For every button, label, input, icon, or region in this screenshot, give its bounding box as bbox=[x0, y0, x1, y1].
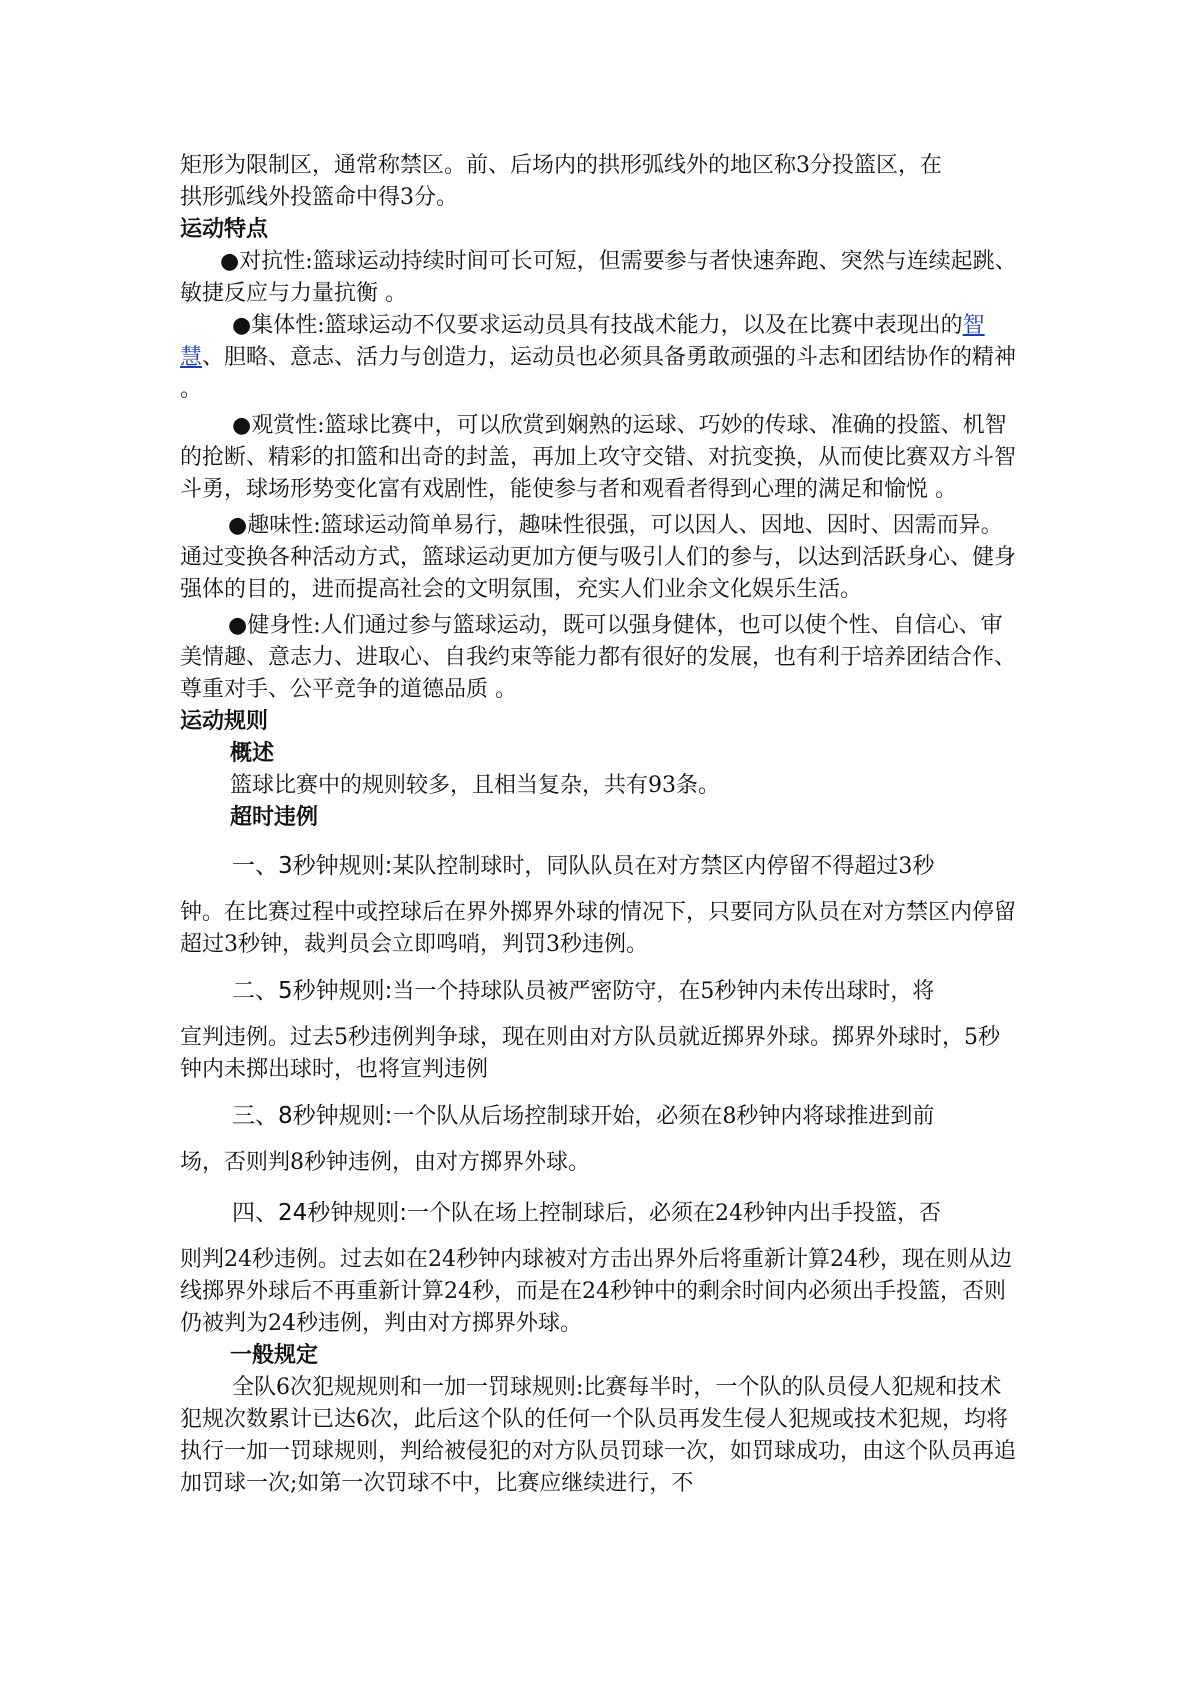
rule-8-continuation: 场，否则判8秒钟违例，由对方掷界外球。 bbox=[180, 1150, 590, 1175]
wisdom-link[interactable]: 智慧 bbox=[180, 313, 985, 370]
general-text: 全队6次犯规规则和一加一罚球规则:比赛每半时，一个队的队员侵人犯规和技术犯规次数累计已达6次，此后这个队的任何一个队员再发生侵人犯规或技术犯规，均将执行一加一罚球规则，判给被侵犯的对方队员罚球一次，如罚球成功，由这个队员再追加罚球一次;如第一次罚球不中，比赛应继续进行，不 bbox=[180, 1375, 1017, 1496]
feature-collective-text-cont: 、胆略、意志、活力与创造力，运动员也必须具备勇敢顽强的斗志和团结协作的精神 。 bbox=[180, 345, 1017, 402]
document-content bbox=[180, 150, 1020, 1500]
rule-3-continuation: 钟。在比赛过程中或控球后在界外掷界外球的情况下，只要同方队员在对方禁区内停留超过3秒钟，裁判员会立即鸣哨，判罚3秒违例。 bbox=[180, 900, 1017, 957]
intro-line-1: 矩形为限制区，通常称禁区。前、后场内的拱形弧线外的地区称3分投篮区，在 bbox=[180, 153, 942, 178]
rule-24-text: 一个队在场上控制球后，必须在24秒钟内出手投篮，否 bbox=[407, 1201, 942, 1226]
overview-text: 篮球比赛中的规则较多，且相当复杂，共有93条。 bbox=[230, 773, 720, 798]
feature-collective bbox=[180, 310, 1020, 406]
subheading-overtime: 超时违例 bbox=[230, 805, 319, 830]
rule-8-text: 一个队从后场控制球开始，必须在8秒钟内将球推进到前 bbox=[392, 1104, 935, 1129]
rule-3-title: 一、3秒钟规则: bbox=[232, 853, 393, 879]
rule-24-title: 四、24秒钟规则: bbox=[232, 1200, 408, 1226]
rule-5-title: 二、5秒钟规则: bbox=[232, 978, 393, 1004]
section-heading-rules: 运动规则 bbox=[180, 709, 269, 734]
section-heading-features: 运动特点 bbox=[180, 217, 269, 242]
feature-collective-text: ●集体性:篮球运动不仅要求运动员具有技战术能力，以及在比赛中表现出的 bbox=[232, 313, 963, 338]
rule-3-text: 某队控制球时，同队队员在对方禁区内停留不得超过3秒 bbox=[392, 854, 935, 879]
rule-24-continuation: 则判24秒违例。过去如在24秒钟内球被对方击出界外后将重新计算24秒，现在则从边线掷界外球后不再重新计算24秒，而是在24秒钟中的剩余时间内必须出手投篮，否则仍被判为24秒违例，判由对方掷界外球。 bbox=[180, 1247, 1012, 1336]
feature-ornamental: ●观赏性:篮球比赛中，可以欣赏到娴熟的运球、巧妙的传球、准确的投篮、机智的抢断、精彩的扣篮和出奇的封盖，再加上攻守交错、对抗变换，从而使比赛双方斗智斗勇，球场形势变化富有戏剧性，能使参与者和观看者得到心理的满足和愉悦 。 bbox=[180, 413, 1017, 502]
subheading-general: 一般规定 bbox=[230, 1343, 319, 1368]
rule-5-seconds bbox=[180, 973, 1020, 1010]
subheading-overview: 概述 bbox=[230, 741, 275, 766]
rule-24-seconds bbox=[180, 1195, 1020, 1232]
feature-antagonism: ●对抗性:篮球运动持续时间可长可短，但需要参与者快速奔跑、突然与连续起跳、敏捷反应与力量抗衡 。 bbox=[180, 249, 1017, 306]
rule-8-seconds bbox=[180, 1098, 1020, 1135]
rule-3-seconds bbox=[180, 848, 1020, 885]
intro-line-2: 拱形弧线外投篮命中得3分。 bbox=[180, 185, 458, 210]
rule-8-title: 三、8秒钟规则: bbox=[232, 1103, 393, 1129]
feature-interest: ●趣味性:篮球运动简单易行，趣味性很强，可以因人、因地、因时、因需而异。通过变换各种活动方式，篮球运动更加方便与吸引人们的参与，以达到活跃身心、健身强体的目的，进而提高社会的文明氛围，充实人们业余文化娱乐生活。 bbox=[180, 513, 1017, 602]
rule-5-continuation: 宣判违例。过去5秒违例判争球，现在则由对方队员就近掷界外球。掷界外球时，5秒钟内未掷出球时，也将宣判违例 bbox=[180, 1025, 1000, 1082]
feature-fitness: ●健身性:人们通过参与篮球运动，既可以强身健体，也可以使个性、自信心、审美情趣、意志力、进取心、自我约束等能力都有很好的发展，也有利于培养团结合作、尊重对手、公平竞争的道德品质 。 bbox=[180, 613, 1017, 702]
rule-5-text: 当一个持球队员被严密防守，在5秒钟内未传出球时，将 bbox=[392, 979, 935, 1004]
